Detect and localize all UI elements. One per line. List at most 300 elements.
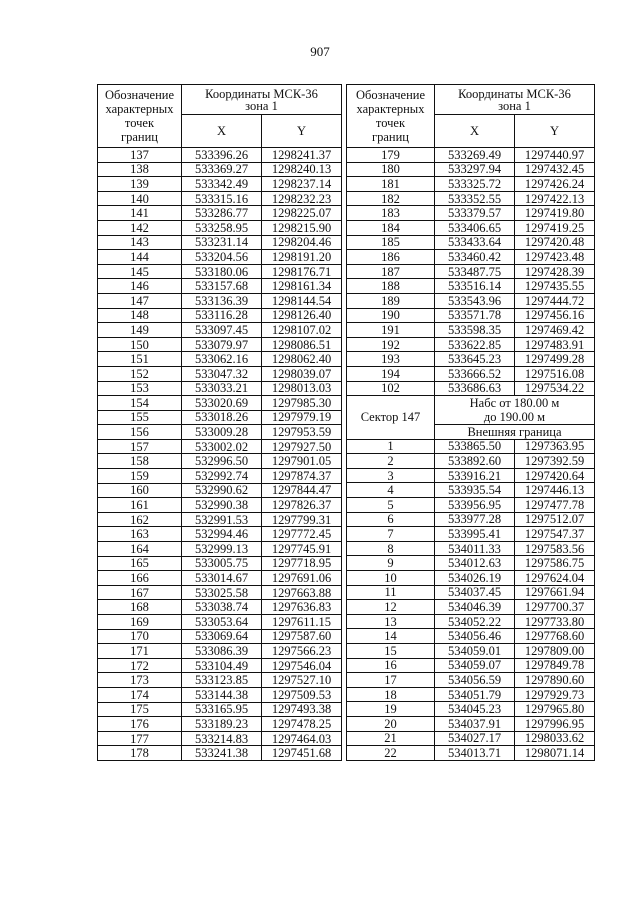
point-id-cell: 163 (98, 527, 182, 542)
table-row (347, 323, 595, 338)
table-row (347, 468, 595, 483)
x-cell: 533079.97 (182, 337, 262, 352)
x-cell: 533892.60 (435, 454, 515, 469)
y-cell: 1297446.13 (515, 483, 595, 498)
x-cell: 534027.17 (435, 731, 515, 746)
table-row (98, 264, 342, 279)
x-cell: 533020.69 (182, 396, 262, 411)
x-cell: 533666.52 (435, 366, 515, 381)
x-cell: 533005.75 (182, 556, 262, 571)
table-row (98, 191, 342, 206)
y-cell: 1297661.94 (515, 585, 595, 600)
table-row (98, 469, 342, 484)
point-id-cell: 165 (98, 556, 182, 571)
y-cell: 1298232.23 (262, 191, 342, 206)
y-cell: 1297965.80 (515, 702, 595, 717)
y-cell: 1297392.59 (515, 454, 595, 469)
y-cell: 1298033.62 (515, 731, 595, 746)
table-row (98, 600, 342, 615)
x-cell: 533002.02 (182, 439, 262, 454)
y-cell: 1297534.22 (515, 381, 595, 396)
point-id-cell: 177 (98, 731, 182, 746)
y-cell: 1297691.06 (262, 571, 342, 586)
x-cell: 533123.85 (182, 673, 262, 688)
table-row (98, 162, 342, 177)
point-id-cell: 183 (347, 206, 435, 221)
x-cell: 533977.28 (435, 512, 515, 527)
y-cell: 1298191.20 (262, 250, 342, 265)
x-cell: 533342.49 (182, 177, 262, 192)
sector-label: Сектор 147 (347, 396, 435, 440)
x-cell: 533622.85 (435, 337, 515, 352)
y-cell: 1298237.14 (262, 177, 342, 192)
x-cell: 534046.39 (435, 600, 515, 615)
y-cell: 1297423.48 (515, 250, 595, 265)
y-cell: 1297546.04 (262, 658, 342, 673)
x-cell: 534045.23 (435, 702, 515, 717)
point-id-cell: 179 (347, 148, 435, 163)
y-cell: 1297527.10 (262, 673, 342, 688)
table-row (98, 250, 342, 265)
point-id-cell: 160 (98, 483, 182, 498)
table-row (347, 162, 595, 177)
table-row (98, 177, 342, 192)
x-cell: 533086.39 (182, 644, 262, 659)
point-id-cell: 154 (98, 396, 182, 411)
table-row (347, 308, 595, 323)
point-id-cell: 157 (98, 439, 182, 454)
table-row (98, 381, 342, 396)
x-cell: 533865.50 (435, 439, 515, 454)
table-row (347, 629, 595, 644)
point-id-cell: 143 (98, 235, 182, 250)
x-cell: 534026.19 (435, 571, 515, 586)
x-cell: 533033.21 (182, 381, 262, 396)
x-cell: 533104.49 (182, 658, 262, 673)
y-cell: 1297516.08 (515, 366, 595, 381)
y-cell: 1297478.25 (262, 717, 342, 732)
x-cell: 534013.71 (435, 746, 515, 761)
table-row (347, 264, 595, 279)
point-id-cell: 180 (347, 162, 435, 177)
table-row (98, 571, 342, 586)
header-x: X (182, 115, 262, 148)
x-cell: 533269.49 (435, 148, 515, 163)
table-row (347, 687, 595, 702)
x-cell: 533598.35 (435, 323, 515, 338)
y-cell: 1297996.95 (515, 716, 595, 731)
x-cell: 533009.28 (182, 425, 262, 440)
y-cell: 1297499.28 (515, 352, 595, 367)
y-cell: 1297483.91 (515, 337, 595, 352)
y-cell: 1297547.37 (515, 527, 595, 542)
y-cell: 1298225.07 (262, 206, 342, 221)
x-cell: 533038.74 (182, 600, 262, 615)
table-row (98, 702, 342, 717)
y-cell: 1298204.46 (262, 235, 342, 250)
y-cell: 1297456.16 (515, 308, 595, 323)
x-cell: 533097.45 (182, 323, 262, 338)
point-id-cell: 13 (347, 614, 435, 629)
y-cell: 1297745.91 (262, 542, 342, 557)
table-row (347, 673, 595, 688)
table-row (98, 279, 342, 294)
table-row (98, 644, 342, 659)
y-cell: 1297363.95 (515, 439, 595, 454)
header-designation: Обозначение характерных точек границ (98, 85, 182, 148)
point-id-cell: 149 (98, 323, 182, 338)
table-row (347, 293, 595, 308)
point-id-cell: 19 (347, 702, 435, 717)
table-row (98, 585, 342, 600)
table-row (347, 352, 595, 367)
point-id-cell: 172 (98, 658, 182, 673)
coordinates-table-left (97, 84, 342, 761)
point-id-cell: 173 (98, 673, 182, 688)
point-id-cell: 137 (98, 148, 182, 163)
y-cell: 1297768.60 (515, 629, 595, 644)
point-id-cell: 2 (347, 454, 435, 469)
y-cell: 1297809.00 (515, 644, 595, 659)
table-row (98, 410, 342, 425)
point-id-cell: 146 (98, 279, 182, 294)
point-id-cell: 191 (347, 323, 435, 338)
table-row (347, 527, 595, 542)
x-cell: 533315.16 (182, 191, 262, 206)
table-row (347, 644, 595, 659)
page-number: 907 (310, 44, 330, 59)
x-cell: 533396.26 (182, 148, 262, 163)
y-cell: 1297440.97 (515, 148, 595, 163)
x-cell: 533352.55 (435, 191, 515, 206)
point-id-cell: 102 (347, 381, 435, 396)
x-cell: 533157.68 (182, 279, 262, 294)
y-cell: 1297890.60 (515, 673, 595, 688)
x-cell: 533379.57 (435, 206, 515, 221)
point-id-cell: 6 (347, 512, 435, 527)
point-id-cell: 192 (347, 337, 435, 352)
x-cell: 533069.64 (182, 629, 262, 644)
point-id-cell: 170 (98, 629, 182, 644)
table-row (98, 337, 342, 352)
x-cell: 533189.23 (182, 717, 262, 732)
point-id-cell: 4 (347, 483, 435, 498)
x-cell: 534037.91 (435, 716, 515, 731)
table-row (98, 293, 342, 308)
table-row (98, 352, 342, 367)
x-cell: 533487.75 (435, 264, 515, 279)
y-cell: 1298144.54 (262, 293, 342, 308)
table-row (98, 542, 342, 557)
y-cell: 1297929.73 (515, 687, 595, 702)
table-row (347, 148, 595, 163)
x-cell: 533062.16 (182, 352, 262, 367)
table-row (347, 279, 595, 294)
point-id-cell: 182 (347, 191, 435, 206)
point-id-cell: 7 (347, 527, 435, 542)
table-row (98, 556, 342, 571)
table-row (347, 250, 595, 265)
y-cell: 1297985.30 (262, 396, 342, 411)
x-cell: 534059.07 (435, 658, 515, 673)
x-cell: 533231.14 (182, 235, 262, 250)
point-id-cell: 168 (98, 600, 182, 615)
y-cell: 1297953.59 (262, 425, 342, 440)
x-cell: 533686.63 (435, 381, 515, 396)
x-cell: 532990.38 (182, 498, 262, 513)
y-cell: 1297927.50 (262, 439, 342, 454)
y-cell: 1297451.68 (262, 746, 342, 761)
point-id-cell: 145 (98, 264, 182, 279)
y-cell: 1297611.15 (262, 615, 342, 630)
table-row (98, 687, 342, 702)
y-cell: 1297979.19 (262, 410, 342, 425)
point-id-cell: 138 (98, 162, 182, 177)
x-cell: 534012.63 (435, 556, 515, 571)
outer-boundary-label: Внешняя граница (435, 425, 595, 440)
x-cell: 533165.95 (182, 702, 262, 717)
table-row (98, 220, 342, 235)
table-row (98, 629, 342, 644)
table-row (98, 206, 342, 221)
y-cell: 1298071.14 (515, 746, 595, 761)
y-cell: 1297718.95 (262, 556, 342, 571)
x-cell: 533406.65 (435, 220, 515, 235)
point-id-cell: 141 (98, 206, 182, 221)
table-row (98, 396, 342, 411)
y-cell: 1297733.80 (515, 614, 595, 629)
x-cell: 534059.01 (435, 644, 515, 659)
x-cell: 533180.06 (182, 264, 262, 279)
point-id-cell: 144 (98, 250, 182, 265)
table-row (98, 425, 342, 440)
point-id-cell: 174 (98, 687, 182, 702)
x-cell: 532994.46 (182, 527, 262, 542)
y-cell: 1298161.34 (262, 279, 342, 294)
table-row (347, 571, 595, 586)
x-cell: 534056.59 (435, 673, 515, 688)
point-id-cell: 17 (347, 673, 435, 688)
point-id-cell: 164 (98, 542, 182, 557)
table-row (347, 191, 595, 206)
y-cell: 1298176.71 (262, 264, 342, 279)
table-row (347, 235, 595, 250)
y-cell: 1298241.37 (262, 148, 342, 163)
table-row (98, 673, 342, 688)
table-row (98, 717, 342, 732)
table-row (98, 731, 342, 746)
y-cell: 1297477.78 (515, 498, 595, 513)
x-cell: 533460.42 (435, 250, 515, 265)
header-designation: Обозначение характерных точек границ (347, 85, 435, 148)
y-cell: 1297512.07 (515, 512, 595, 527)
table-row (98, 323, 342, 338)
point-id-cell: 184 (347, 220, 435, 235)
header-y: Y (515, 115, 595, 148)
y-cell: 1298013.03 (262, 381, 342, 396)
y-cell: 1297469.42 (515, 323, 595, 338)
point-id-cell: 12 (347, 600, 435, 615)
x-cell: 533014.67 (182, 571, 262, 586)
x-cell: 533018.26 (182, 410, 262, 425)
point-id-cell: 169 (98, 615, 182, 630)
point-id-cell: 22 (347, 746, 435, 761)
point-id-cell: 18 (347, 687, 435, 702)
point-id-cell: 152 (98, 366, 182, 381)
point-id-cell: 14 (347, 629, 435, 644)
y-cell: 1297583.56 (515, 541, 595, 556)
x-cell: 532996.50 (182, 454, 262, 469)
x-cell: 533204.56 (182, 250, 262, 265)
y-cell: 1297587.60 (262, 629, 342, 644)
y-cell: 1297849.78 (515, 658, 595, 673)
table-row (347, 381, 595, 396)
table-row (347, 702, 595, 717)
point-id-cell: 151 (98, 352, 182, 367)
x-cell: 533214.83 (182, 731, 262, 746)
y-cell: 1297772.45 (262, 527, 342, 542)
x-cell: 533543.96 (435, 293, 515, 308)
x-cell: 533258.95 (182, 220, 262, 235)
y-cell: 1297566.23 (262, 644, 342, 659)
y-cell: 1298240.13 (262, 162, 342, 177)
point-id-cell: 147 (98, 293, 182, 308)
point-id-cell: 190 (347, 308, 435, 323)
y-cell: 1297844.47 (262, 483, 342, 498)
point-id-cell: 175 (98, 702, 182, 717)
y-cell: 1297422.13 (515, 191, 595, 206)
y-cell: 1298107.02 (262, 323, 342, 338)
point-id-cell: 9 (347, 556, 435, 571)
table-row (347, 614, 595, 629)
point-id-cell: 171 (98, 644, 182, 659)
table-row (347, 556, 595, 571)
x-cell: 533325.72 (435, 177, 515, 192)
y-cell: 1297464.03 (262, 731, 342, 746)
table-row (347, 498, 595, 513)
coordinates-table-right (346, 84, 595, 761)
x-cell: 533136.39 (182, 293, 262, 308)
x-cell: 534011.33 (435, 541, 515, 556)
x-cell: 533241.38 (182, 746, 262, 761)
header-x: X (435, 115, 515, 148)
y-cell: 1298215.90 (262, 220, 342, 235)
point-id-cell: 161 (98, 498, 182, 513)
point-id-cell: 188 (347, 279, 435, 294)
y-cell: 1297700.37 (515, 600, 595, 615)
y-cell: 1297432.45 (515, 162, 595, 177)
point-id-cell: 3 (347, 468, 435, 483)
point-id-cell: 155 (98, 410, 182, 425)
table-row (347, 439, 595, 454)
point-id-cell: 20 (347, 716, 435, 731)
x-cell: 533916.21 (435, 468, 515, 483)
y-cell: 1297420.64 (515, 468, 595, 483)
y-cell: 1297624.04 (515, 571, 595, 586)
table-row (347, 220, 595, 235)
x-cell: 534056.46 (435, 629, 515, 644)
table-row (347, 600, 595, 615)
header-y: Y (262, 115, 342, 148)
point-id-cell: 189 (347, 293, 435, 308)
x-cell: 532991.53 (182, 512, 262, 527)
point-id-cell: 140 (98, 191, 182, 206)
point-id-cell: 166 (98, 571, 182, 586)
x-cell: 534051.79 (435, 687, 515, 702)
header-coordinates: Координаты МСК-36 зона 1 (182, 85, 342, 115)
point-id-cell: 15 (347, 644, 435, 659)
table-row (98, 498, 342, 513)
x-cell: 533297.94 (435, 162, 515, 177)
point-id-cell: 162 (98, 512, 182, 527)
table-row (98, 615, 342, 630)
table-row (98, 746, 342, 761)
y-cell: 1297509.53 (262, 687, 342, 702)
point-id-cell: 16 (347, 658, 435, 673)
table-row (98, 439, 342, 454)
point-id-cell: 186 (347, 250, 435, 265)
table-row (347, 512, 595, 527)
y-cell: 1297874.37 (262, 469, 342, 484)
y-cell: 1297586.75 (515, 556, 595, 571)
x-cell: 534052.22 (435, 614, 515, 629)
point-id-cell: 193 (347, 352, 435, 367)
sector-height-range: Набс от 180.00 м до 190.00 м (435, 396, 595, 425)
y-cell: 1298086.51 (262, 337, 342, 352)
table-row (347, 366, 595, 381)
x-cell: 532992.74 (182, 469, 262, 484)
table-row (347, 585, 595, 600)
table-row (98, 454, 342, 469)
point-id-cell: 8 (347, 541, 435, 556)
y-cell: 1297426.24 (515, 177, 595, 192)
x-cell: 533645.23 (435, 352, 515, 367)
point-id-cell: 156 (98, 425, 182, 440)
point-id-cell: 148 (98, 308, 182, 323)
x-cell: 534037.45 (435, 585, 515, 600)
table-row (98, 366, 342, 381)
point-id-cell: 194 (347, 366, 435, 381)
point-id-cell: 187 (347, 264, 435, 279)
x-cell: 533995.41 (435, 527, 515, 542)
y-cell: 1297419.80 (515, 206, 595, 221)
x-cell: 533286.77 (182, 206, 262, 221)
x-cell: 533025.58 (182, 585, 262, 600)
table-row (98, 235, 342, 250)
x-cell: 533935.54 (435, 483, 515, 498)
x-cell: 533116.28 (182, 308, 262, 323)
x-cell: 532999.13 (182, 542, 262, 557)
point-id-cell: 11 (347, 585, 435, 600)
y-cell: 1298126.40 (262, 308, 342, 323)
y-cell: 1297444.72 (515, 293, 595, 308)
x-cell: 533144.38 (182, 687, 262, 702)
point-id-cell: 185 (347, 235, 435, 250)
table-row (98, 483, 342, 498)
x-cell: 533369.27 (182, 162, 262, 177)
y-cell: 1297901.05 (262, 454, 342, 469)
point-id-cell: 159 (98, 469, 182, 484)
point-id-cell: 21 (347, 731, 435, 746)
y-cell: 1297493.38 (262, 702, 342, 717)
header-coordinates: Координаты МСК-36 зона 1 (435, 85, 595, 115)
point-id-cell: 139 (98, 177, 182, 192)
table-row (347, 337, 595, 352)
x-cell: 533516.14 (435, 279, 515, 294)
y-cell: 1297419.25 (515, 220, 595, 235)
point-id-cell: 5 (347, 498, 435, 513)
x-cell: 533053.64 (182, 615, 262, 630)
